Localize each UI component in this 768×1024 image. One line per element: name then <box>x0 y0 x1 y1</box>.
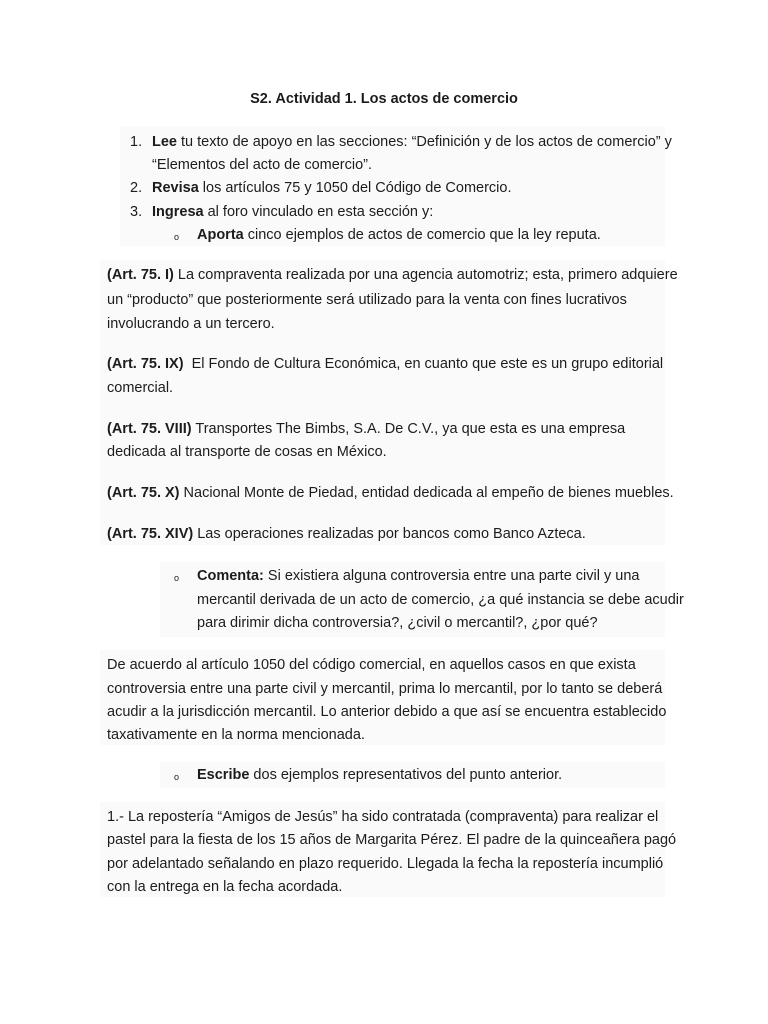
example-2-ref: (Art. 75. IX) <box>107 356 184 372</box>
step-1-text: tu texto de apoyo en las secciones: “Definición y de los actos de comercio” y <box>177 134 672 150</box>
example1-line-1: 1.- La repostería “Amigos de Jesús” ha sido contratada (compraventa) para realizar el <box>107 809 659 825</box>
bullet-marker: o <box>174 772 180 782</box>
example-5-ref: (Art. 75. XIV) <box>107 526 194 542</box>
example-2-text: El Fondo de Cultura Económica, en cuanto que este es un grupo editorial <box>183 356 664 372</box>
example-2-line-1 <box>107 355 663 373</box>
example-3-line-1 <box>107 420 625 438</box>
answer-line-3: acudir a la jurisdicción mercantil. Lo anterior debido a que así se encuentra establecido <box>107 704 667 720</box>
answer-line-2: controversia entre una parte civil y mercantil, prima lo mercantil, por lo tanto se deberá <box>107 681 663 697</box>
example-1-line-3: involucrando a un tercero. <box>107 316 275 332</box>
bullet-marker: o <box>174 573 180 583</box>
example-5-line-1 <box>107 525 586 543</box>
example-4-line-1 <box>107 484 674 502</box>
step-1-line-1 <box>152 133 672 151</box>
aporta-bold: Aporta <box>197 227 244 243</box>
step-1-line-2: “Elementos del acto de comercio”. <box>152 157 373 173</box>
example-3-text: Transportes The Bimbs, S.A. De C.V., ya que esta es una empresa <box>191 421 626 437</box>
comenta-bold: Comenta: <box>197 568 264 584</box>
step-2-text: los artículos 75 y 1050 del Código de Comercio. <box>198 180 512 196</box>
example-1-text: La compraventa realizada por una agencia automotriz; esta, primero adquiere <box>173 267 678 283</box>
step-number: 1. <box>130 134 143 150</box>
example-2-line-2: comercial. <box>107 380 174 396</box>
comenta-line-3: para dirimir dicha controversia?, ¿civil o mercantil?, ¿por qué? <box>197 615 598 631</box>
example1-line-4: con la entrega en la fecha acordada. <box>107 879 343 895</box>
example-1-line-2: un “producto” que posteriormente será utilizado para la venta con fines lucrativos <box>107 292 627 308</box>
step-3-line <box>152 203 433 221</box>
escribe-bold: Escribe <box>197 767 250 783</box>
page-title: S2. Actividad 1. Los actos de comercio <box>250 91 518 107</box>
step-2-bold: Revisa <box>152 180 199 196</box>
answer-line-4: taxativamente en la norma mencionada. <box>107 727 365 743</box>
example-1-ref: (Art. 75. I) <box>107 267 174 283</box>
aporta-line <box>197 226 601 244</box>
comenta-text: Si existiera alguna controversia entre una parte civil y una <box>263 568 640 584</box>
example-4-text: Nacional Monte de Piedad, entidad dedicada al empeño de bienes muebles. <box>179 485 674 501</box>
step-1-bold: Lee <box>152 134 177 150</box>
example-3-line-2: dedicada al transporte de cosas en México. <box>107 444 387 460</box>
comenta-line-2: mercantil derivada de un acto de comercio, ¿a qué instancia se debe acudir <box>197 592 684 608</box>
step-number: 3. <box>130 204 143 220</box>
bullet-marker: o <box>174 232 180 242</box>
escribe-text: dos ejemplos representativos del punto anterior. <box>249 767 563 783</box>
comenta-line-1 <box>197 567 639 585</box>
example-3-ref: (Art. 75. VIII) <box>107 421 192 437</box>
step-3-bold: Ingresa <box>152 204 204 220</box>
step-number: 2. <box>130 180 143 196</box>
example1-line-2: pastel para la fiesta de los 15 años de Margarita Pérez. El padre de la quinceañera pagó <box>107 832 677 848</box>
example-4-ref: (Art. 75. X) <box>107 485 180 501</box>
example1-line-3: por adelantado señalando en plazo requerido. Llegada la fecha la repostería incumplió <box>107 856 664 872</box>
example-1-line-1 <box>107 266 678 284</box>
answer-line-1: De acuerdo al artículo 1050 del código comercial, en aquellos casos en que exista <box>107 657 636 673</box>
escribe-line <box>197 766 562 784</box>
aporta-text: cinco ejemplos de actos de comercio que la ley reputa. <box>243 227 601 243</box>
step-2-line <box>152 179 512 197</box>
step-3-text: al foro vinculado en esta sección y: <box>203 204 434 220</box>
example-5-text: Las operaciones realizadas por bancos como Banco Azteca. <box>193 526 586 542</box>
